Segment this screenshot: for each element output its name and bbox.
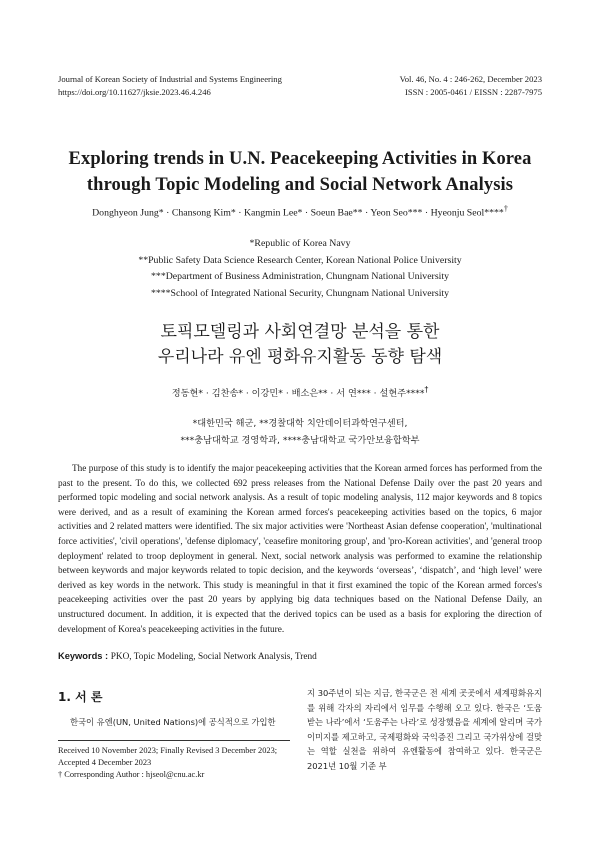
korean-author-list xyxy=(30,385,570,399)
body-paragraph: 지 30주년이 되는 지금, 한국군은 전 세계 곳곳에서 세계평화유지를 위해 각자의 자리에서 임무를 수행해 오고 있다. 한국은 ‘도움받는 나라’에서 ‘도움주는 나라’로 성장했음을 세계에 알리며 국가 이미지를 제고하고, 국제평화와 국익증진 그리고 국가위상에 걸맞는 역할 실천을 위하여 유엔활동에 참여하고 있다. 한국군은 2021년 10월 기준 부 xyxy=(307,688,542,771)
issn-info: ISSN : 2005-0461 / EISSN : 2287-7975 xyxy=(404,87,542,97)
korean-title xyxy=(40,320,560,370)
body-column-right xyxy=(307,686,542,774)
keywords-label: Keywords : xyxy=(58,651,111,661)
body-paragraph: 한국이 유엔(UN, United Nations)에 공식적으로 가입한 xyxy=(70,717,276,727)
corresponding-mark: † xyxy=(503,204,508,213)
korean-author-names: 정동현* · 김찬송* · 이강민* · 배소은** · 서 연*** · 설현주**** xyxy=(171,388,425,400)
footnote-divider xyxy=(58,740,290,741)
korean-title-line1: 토픽모델링과 사회연결망 분석을 통한 xyxy=(160,322,440,342)
affiliation-item: ***Department of Business Administration, Chungnam National University xyxy=(151,271,449,282)
korean-corresponding-mark: † xyxy=(424,385,429,394)
author-names: Donghyeon Jung* · Chansong Kim* · Kangmin Lee* · Soeun Bae** · Yeon Seo*** · Hyeonju Seol**** xyxy=(92,207,504,219)
body-column-left xyxy=(58,688,290,781)
section-heading: 1. 서 론 xyxy=(58,690,103,704)
paper-title xyxy=(40,146,560,198)
abstract: The purpose of this study is to identify the major peacekeeping activities that the Korean armed forces has performed from the past to the present. To do this, we collected 692 press releases from the National Defense Daily over the past 20 years and performed topic modeling and social network analysis. As a result of topic modeling analysis, 112 major keywords and 8 topics were derived, and as a result of examining the Korean armed forces's peacekeeping activities based on the topics, 6 major activities and 2 related matters were identified. The six major activities were 'Northeast Asian defense cooperation', 'multinational force activities', 'civil operations', 'defense diplomacy', 'ceasefire monitoring group', and 'pro-Korean activities', and 'general troop deployment' related to troop deployment in general. Next, social network analysis was performed to examine the relationship between keywords and major keywords related to topic decision, and the keywords ‘overseas’, ‘dispatch’, and ‘high level’ were derived as key words in the network. This study is meaningful in that it first examined the topic of the Korean armed forces's peacekeeping activities over the past 20 years by applying big data techniques based on the National Defense Daily, an unstructured document. In addition, it is expected that the derived topics can be used as a basis for exploring the direction of development of Korea's peacekeeping activities in the future. xyxy=(58,464,542,635)
corresponding-author: † Corresponding Author : hjseol@cnu.ac.kr xyxy=(58,769,205,779)
keywords-value: PKO, Topic Modeling, Social Network Analysis, Trend xyxy=(110,652,317,662)
korean-affiliation-item: *대한민국 해군, **경찰대학 치안데이터과학연구센터, xyxy=(192,418,408,429)
paper-title-line2: through Topic Modeling and Social Network Analysis xyxy=(86,175,514,195)
keywords xyxy=(58,651,542,662)
affiliation-item: *Republic of Korea Navy xyxy=(249,238,351,249)
received-dates: Received 10 November 2023; Finally Revised 3 December 2023; Accepted 4 December 2023 xyxy=(58,745,278,767)
running-header-right xyxy=(400,73,542,99)
running-header-left xyxy=(58,73,282,99)
volume-info: Vol. 46, No. 4 : 246-262, December 2023 xyxy=(399,74,542,84)
affiliation-item: **Public Safety Data Science Research Center, Korean National Police University xyxy=(138,254,462,266)
korean-affiliation-list xyxy=(30,416,570,449)
affiliation-list xyxy=(30,236,570,302)
affiliation-item: ****School of Integrated National Security, Chungnam National University xyxy=(150,287,450,299)
doi-link[interactable]: https://doi.org/10.11627/jksie.2023.46.4.246 xyxy=(58,87,211,97)
paper-title-line1: Exploring trends in U.N. Peacekeeping Activities in Korea xyxy=(68,149,532,169)
journal-name: Journal of Korean Society of Industrial and Systems Engineering xyxy=(58,74,282,84)
korean-title-line2: 우리나라 유엔 평화유지활동 동향 탐색 xyxy=(157,347,443,367)
author-list xyxy=(30,204,570,218)
korean-affiliation-item: ***충남대학교 경영학과, ****충남대학교 국가안보융합학부 xyxy=(180,434,420,446)
